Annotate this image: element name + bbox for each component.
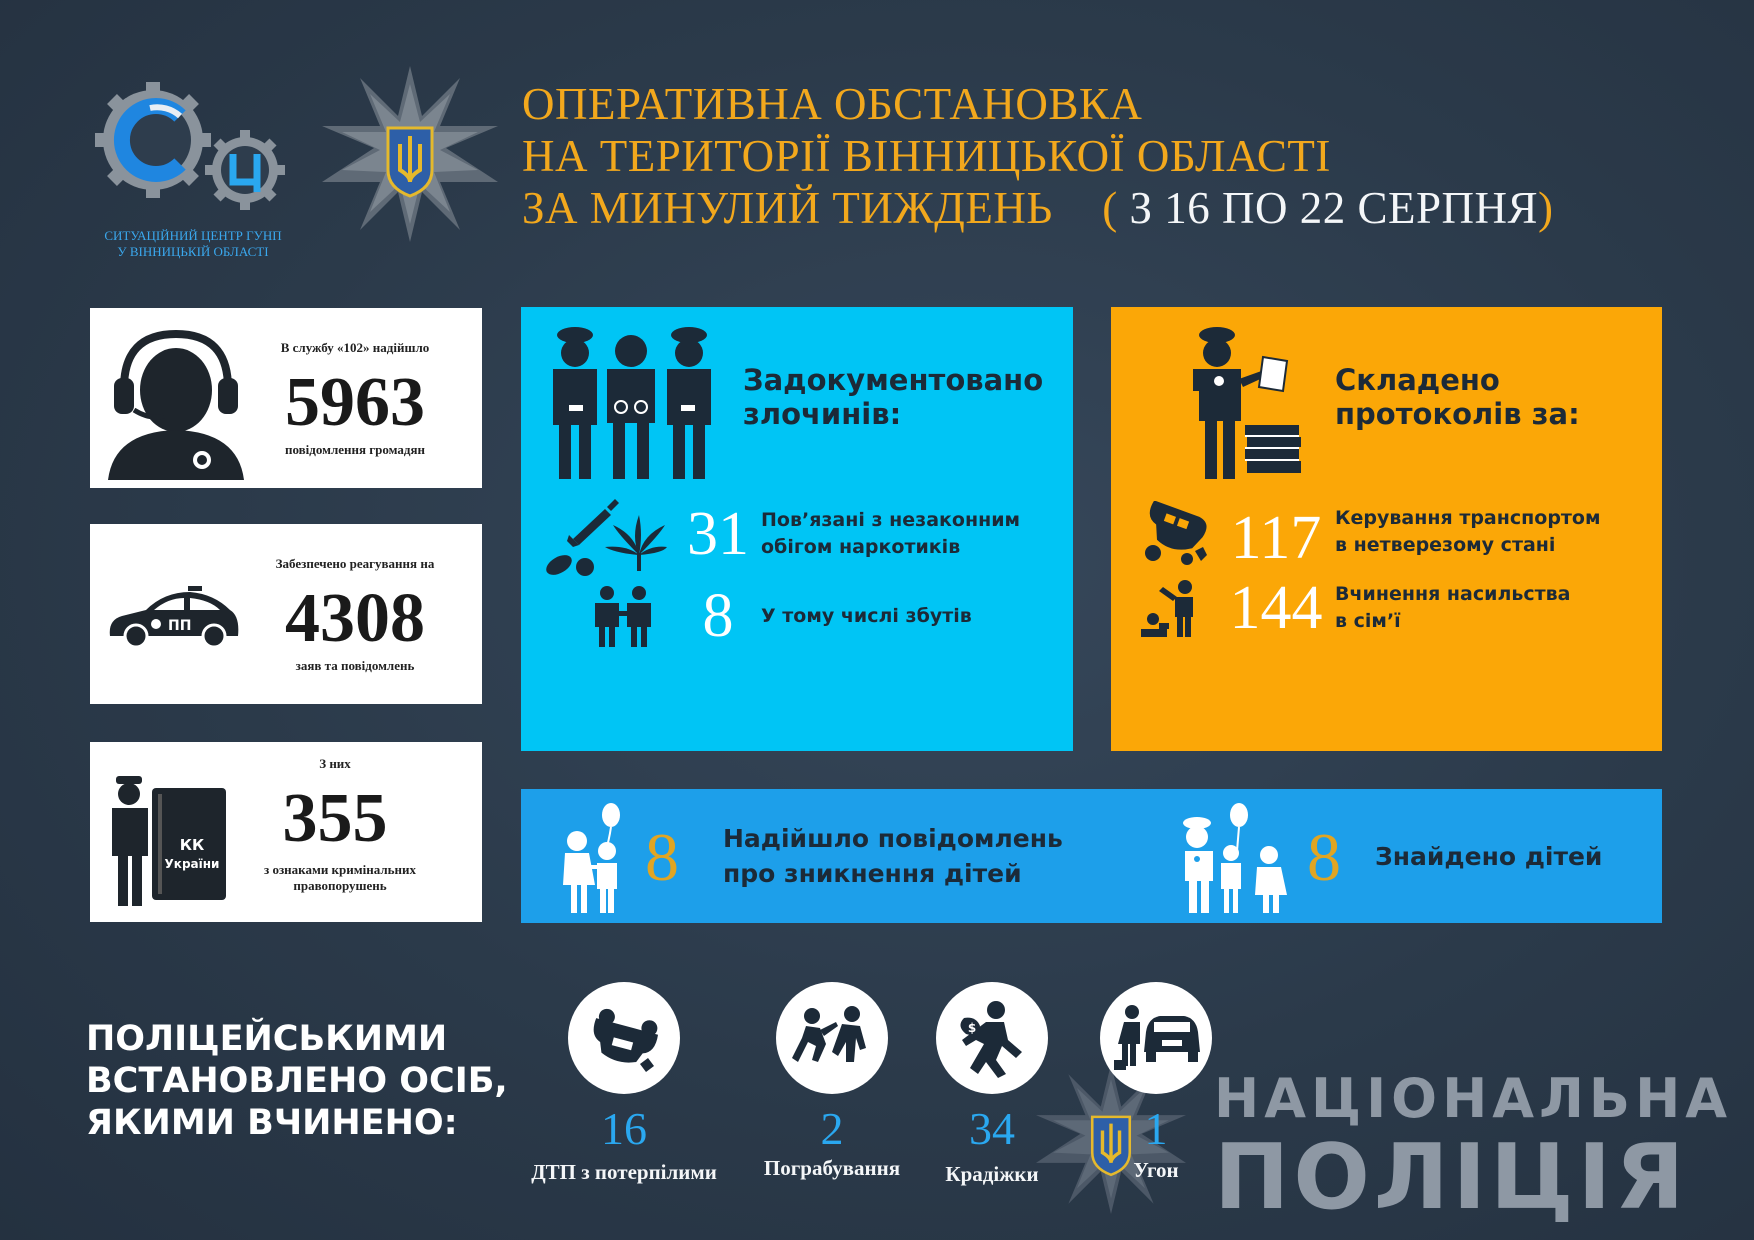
established-number-1: 16	[601, 1103, 647, 1154]
response-card	[90, 524, 482, 704]
violence-text	[1335, 581, 1571, 635]
response-sub: заяв та повідомлень	[295, 658, 415, 673]
police-star-icon	[322, 66, 498, 242]
found-number: 8	[1307, 819, 1341, 895]
crimes-panel	[521, 307, 1073, 751]
logo-caption-line1: СИТУАЦІЙНИЙ ЦЕНТР ГУНП	[104, 228, 282, 243]
calls-sub: повідомлення громадян	[284, 442, 426, 457]
sales-number: 8	[702, 582, 734, 650]
established-heading-line3: ЯКИМИ ВЧИНЕНО:	[86, 1103, 458, 1143]
drunk-text	[1335, 505, 1601, 559]
domestic-violence-icon	[1141, 579, 1203, 637]
date-open-paren: (	[1102, 183, 1118, 233]
established-label-4: Угон	[1133, 1158, 1179, 1182]
book-line1: КК	[179, 836, 205, 854]
criminal-label: З них	[319, 756, 351, 771]
established-number-3: 34	[969, 1103, 1015, 1154]
svg-text:$: $	[967, 1021, 977, 1035]
brand-line2: ПОЛІЦІЯ	[1214, 1125, 1689, 1230]
protocols-heading-line1: Складено	[1335, 363, 1500, 397]
drugs-line2: обігом наркотиків	[761, 536, 961, 558]
drugs-text	[761, 507, 1020, 561]
date-range: З 16 ПО 22 СЕРПНЯ	[1117, 183, 1539, 233]
found-text: Знайдено дітей	[1375, 842, 1603, 871]
title-line3-text: ЗА МИНУЛИЙ ТИЖДЕНЬ	[522, 183, 1053, 233]
established-label-1: ДТП з потерпілими	[531, 1160, 717, 1184]
established-heading	[86, 1018, 546, 1144]
drunk-line2: в нетверезому стані	[1335, 534, 1556, 556]
arrest-icon	[543, 323, 719, 479]
crimes-heading-line2: злочинів:	[743, 397, 902, 431]
situation-center-logo	[88, 78, 298, 263]
car-theft-icon	[1100, 982, 1212, 1094]
protocols-heading-line2: протоколів за:	[1335, 397, 1580, 431]
thief-icon	[936, 982, 1048, 1094]
car-crash-icon	[568, 982, 680, 1094]
established-heading-line2: ВСТАНОВЛЕНО ОСІБ,	[86, 1061, 508, 1101]
missing-line1: Надійшло повідомлень	[723, 824, 1063, 853]
police-officer-book-icon	[106, 770, 230, 906]
criminal-number: 355	[282, 780, 388, 857]
drug-dealing-icon	[593, 585, 655, 647]
criminal-sub-line2: правопорушень	[293, 878, 387, 893]
crimes-heading-line1: Задокументовано	[743, 363, 1044, 397]
sales-text: У тому числі збутів	[761, 605, 972, 627]
violence-line2: в сім’ї	[1335, 610, 1401, 632]
response-number: 4308	[285, 580, 425, 657]
established-label-3: Крадіжки	[945, 1162, 1039, 1186]
car-label: ПП	[168, 618, 192, 634]
brand-line1: НАЦІОНАЛЬНА	[1214, 1067, 1733, 1130]
title-line2: НА ТЕРИТОРІЇ ВІННИЦЬКОЇ ОБЛАСТІ	[522, 131, 1331, 181]
date-close-paren: )	[1538, 183, 1554, 233]
protocols-heading	[1335, 363, 1580, 431]
missing-text	[723, 821, 1063, 891]
calls-number: 5963	[285, 364, 425, 441]
criminal-sub-line1: з ознаками кримінальних	[263, 862, 416, 877]
drunk-line1: Керування транспортом	[1335, 507, 1601, 529]
drunk-number: 117	[1230, 504, 1322, 572]
established-number-4: 1	[1144, 1103, 1168, 1154]
national-police-logo	[1214, 1067, 1733, 1230]
title-line1: ОПЕРАТИВНА ОБСТАНОВКА	[522, 79, 1143, 129]
children-panel	[521, 789, 1662, 923]
drugs-number: 31	[687, 500, 749, 568]
operator-headset-icon	[106, 322, 244, 480]
missing-children-icon	[559, 801, 625, 915]
patrol-car-icon	[106, 586, 240, 648]
established-heading-line1: ПОЛІЦЕЙСЬКИМИ	[86, 1019, 448, 1059]
established-number-2: 2	[820, 1103, 844, 1154]
violence-line1: Вчинення насильства	[1335, 583, 1571, 605]
drugs-icon	[543, 495, 667, 585]
robbery-icon	[776, 982, 888, 1094]
crimes-heading	[743, 363, 1043, 431]
logo-caption-line2: У ВІННИЦЬКІЙ ОБЛАСТІ	[117, 244, 269, 259]
calls-label: В службу «102» надійшло	[280, 340, 430, 355]
page-title	[522, 78, 1702, 234]
overturned-car-icon	[1139, 501, 1209, 565]
established-label-2: Пограбування	[763, 1156, 901, 1180]
missing-line2: про зникнення дітей	[723, 859, 1022, 888]
protocols-panel	[1111, 307, 1662, 751]
violence-number: 144	[1229, 574, 1323, 642]
officer-protocol-icon	[1183, 321, 1303, 479]
gears-icon	[88, 78, 298, 228]
missing-number: 8	[645, 819, 679, 895]
criminal-sub	[230, 862, 450, 894]
criminal-card	[90, 742, 482, 922]
response-label: Забезпечено реагування на	[275, 556, 435, 571]
title-line3	[522, 182, 1702, 234]
found-children-icon	[1179, 801, 1287, 915]
calls-card	[90, 308, 482, 488]
drugs-line1: Пов’язані з незаконним	[761, 509, 1021, 531]
book-line2: України	[164, 857, 220, 871]
